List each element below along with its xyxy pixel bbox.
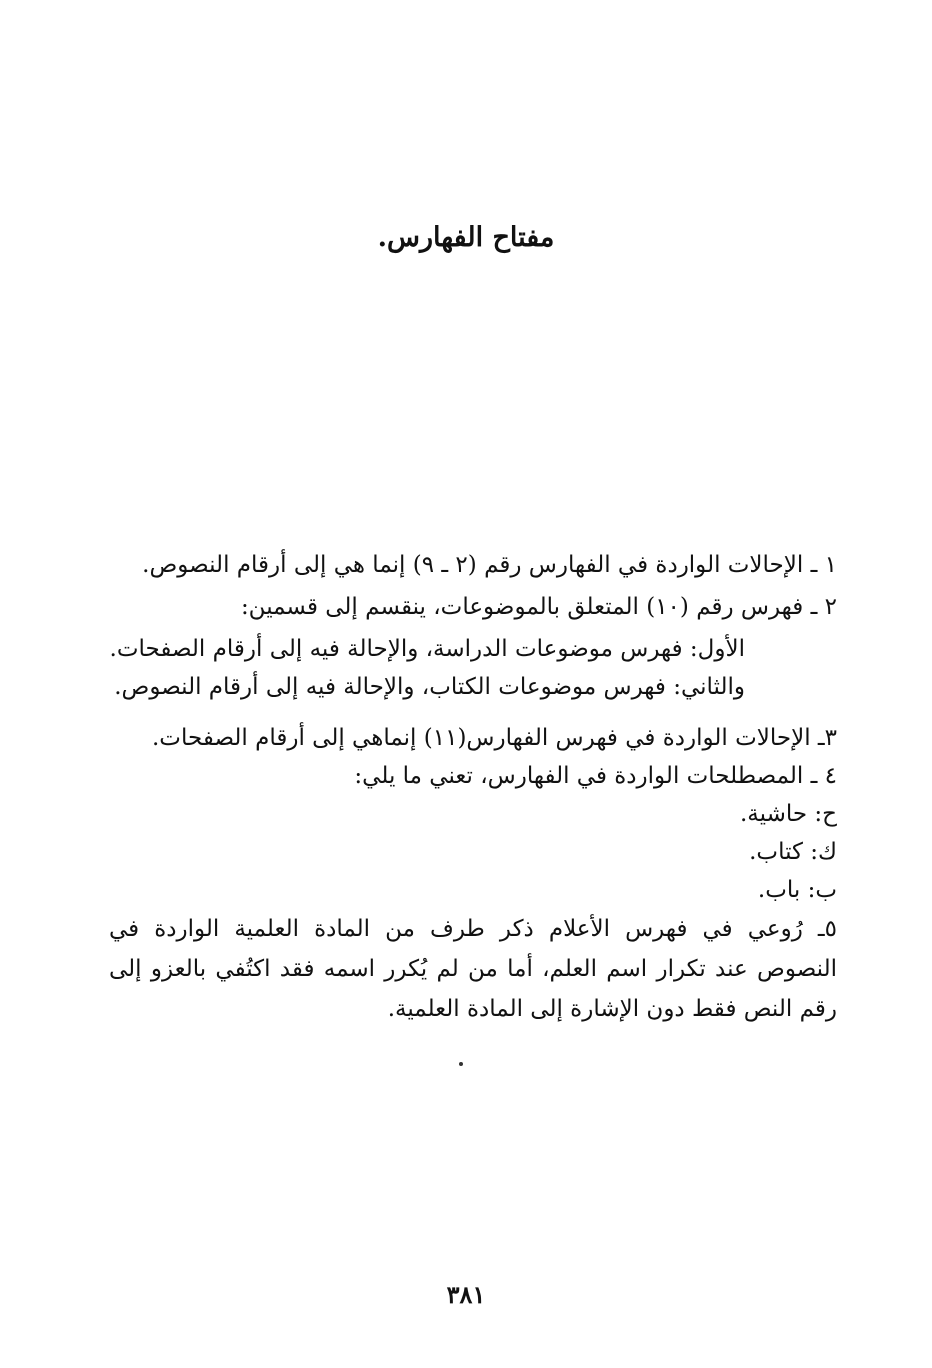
abbr-b: ب: باب. (757, 877, 837, 903)
item-2: ٢ ـ فهرس رقم (١٠) المتعلق بالموضوعات، ينقسم إلى قسمين: (240, 594, 837, 620)
item-5: ٥ـ رُوعي في فهرس الأعلام ذكر طرف من المادة العلمية الواردة في النصوص عند تكرار اسم العلم، أما من لم يُكرر اسمه فقد اكتُفي بالعزو إلى رقم النص فقط دون الإشارة إلى المادة العلمية. (109, 916, 837, 1022)
item-2-first: الأول: فهرس موضوعات الدراسة، والإحالة فيه إلى أرقام الصفحات. (109, 636, 745, 662)
page-number: ٣٨١ (446, 1280, 486, 1309)
abbr-k: ك: كتاب. (749, 839, 837, 865)
item-2-second: والثاني: فهرس موضوعات الكتاب، والإحالة فيه إلى أرقام النصوص. (114, 674, 745, 700)
item-3: ٣ـ الإحالات الواردة في فهرس الفهارس(١١) إنماهي إلى أرقام الصفحات. (152, 725, 837, 751)
ink-dot (459, 1062, 463, 1066)
page-title: مفتاح الفهارس. (377, 222, 555, 253)
item-1: ١ ـ الإحالات الواردة في الفهارس رقم (٢ ـ ٩) إنما هي إلى أرقام النصوص. (142, 552, 837, 578)
abbr-h: ح: حاشية. (740, 801, 837, 827)
item-4: ٤ ـ المصطلحات الواردة في الفهارس، تعني ما يلي: (354, 763, 837, 789)
